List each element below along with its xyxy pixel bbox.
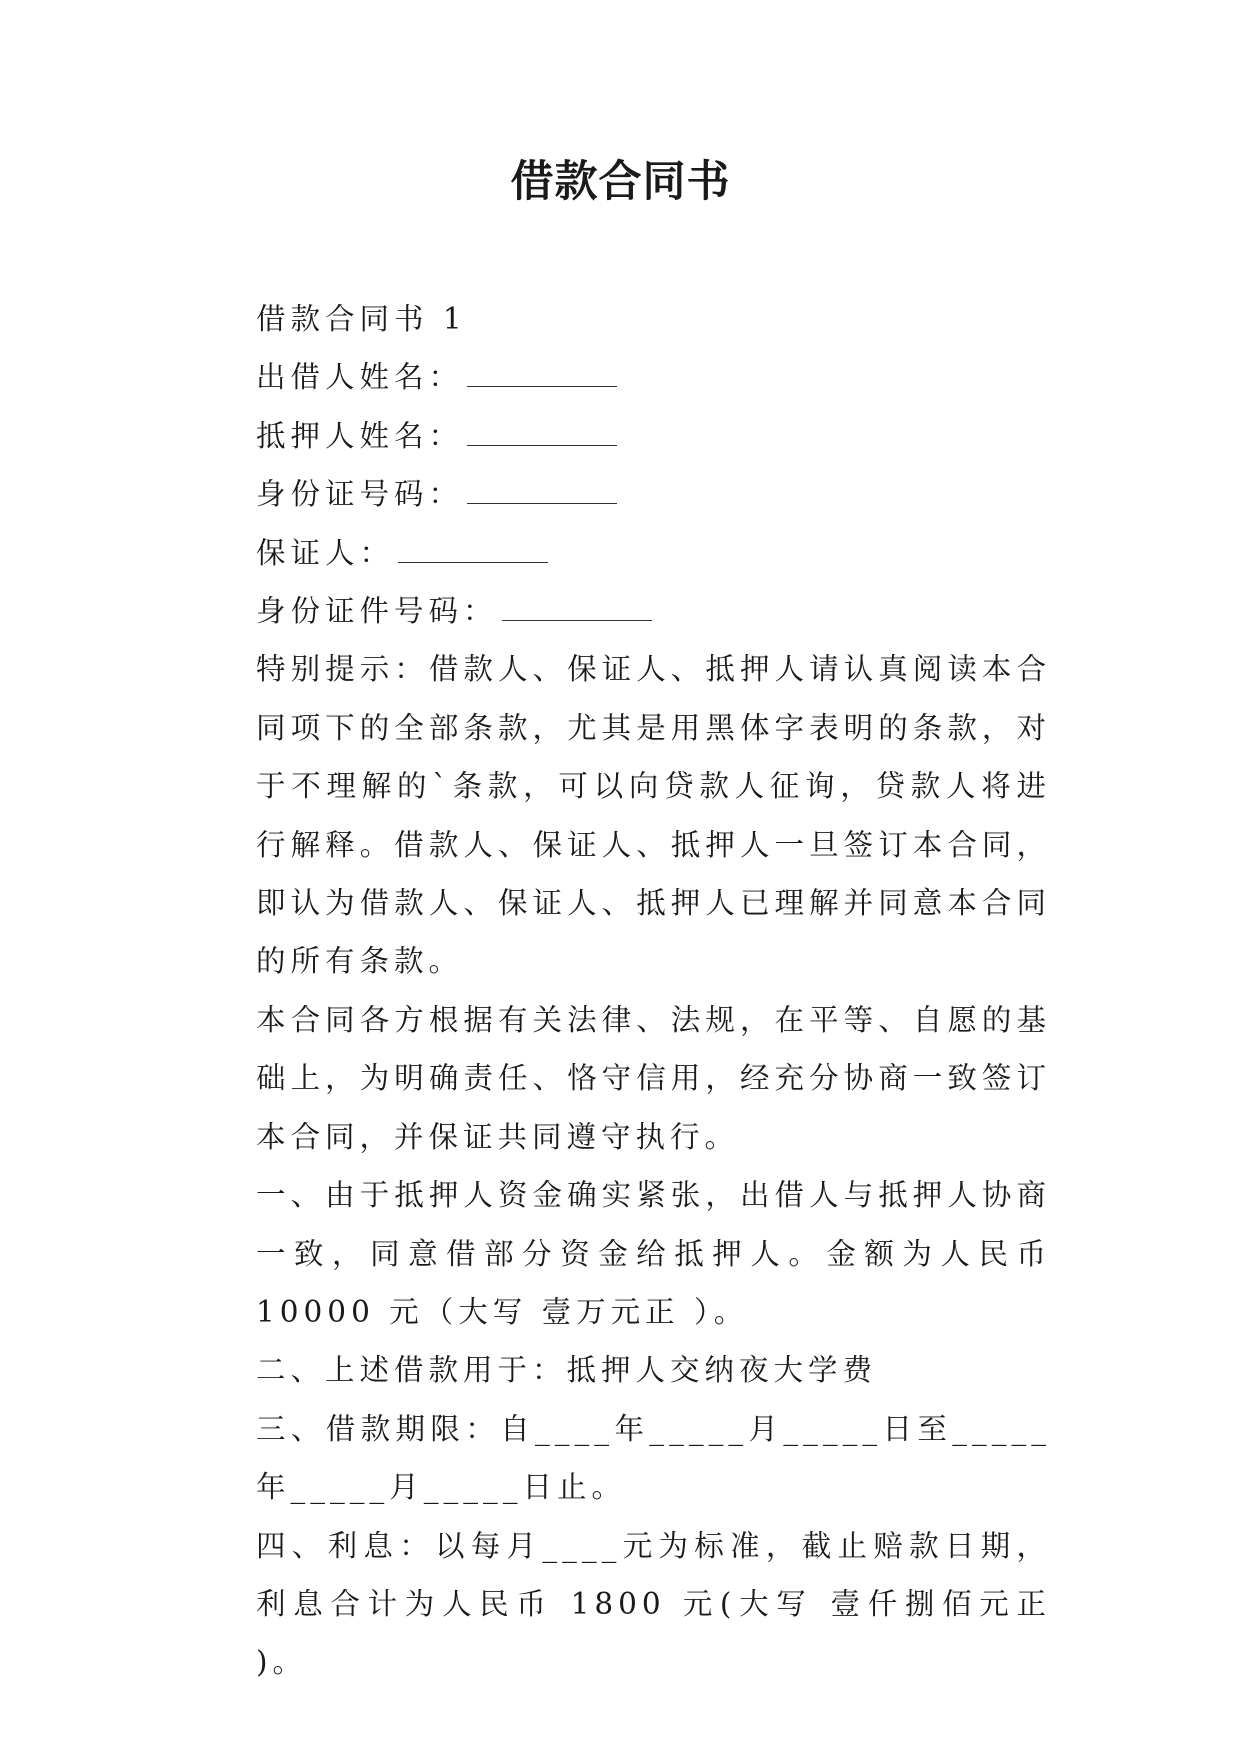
field-guarantor bbox=[193, 524, 1051, 582]
field-mortgagor-name bbox=[193, 407, 1051, 465]
blank-line bbox=[398, 560, 548, 563]
blank-line bbox=[467, 443, 617, 446]
blank-line bbox=[467, 501, 617, 504]
document-subtitle: 借款合同书 1 bbox=[256, 302, 467, 336]
field-label: 保证人： bbox=[256, 535, 395, 570]
field-label: 出借人姓名： bbox=[256, 360, 464, 395]
paragraph-special-notice: 特别提示：借款人、保证人、抵押人请认真阅读本合同项下的全部条款，尤其是用黑体字表明的条款，对于不理解的`条款，可以向贷款人征询，贷款人将进行解释。借款人、保证人、抵押人一旦签订本合同，即认为借款人、保证人、抵押人已理解并同意本合同的所有条款。 bbox=[256, 652, 1051, 979]
field-label: 抵押人姓名： bbox=[256, 418, 464, 453]
field-id-number bbox=[193, 465, 1051, 523]
blank-line bbox=[502, 618, 652, 621]
paragraph-clause-4: 四、利息：以每月____元为标准，截止赔款日期，利息合计为人民币 1800 元(大写 壹仟捌佰元正 )。 bbox=[256, 1528, 1051, 1680]
document-body bbox=[193, 290, 1051, 1692]
paragraph-clause-3: 三、借款期限：自____年_____月_____日至_____年_____月_____日止。 bbox=[256, 1411, 1051, 1505]
field-id-document-number bbox=[193, 582, 1051, 640]
field-label: 身份证号码： bbox=[256, 477, 464, 512]
field-lender-name bbox=[193, 348, 1051, 406]
paragraph-preamble: 本合同各方根据有关法律、法规，在平等、自愿的基础上，为明确责任、恪守信用，经充分协商一致签订本合同，并保证共同遵守执行。 bbox=[256, 1002, 1051, 1154]
paragraph-clause-1: 一、由于抵押人资金确实紧张，出借人与抵押人协商一致，同意借部分资金给抵押人。金额为人民币 10000 元（大写 壹万元正 ）。 bbox=[256, 1178, 1051, 1329]
document-title: 借款合同书 bbox=[510, 157, 731, 207]
blank-line bbox=[467, 384, 617, 387]
paragraph-clause-2: 二、上述借款用于：抵押人交纳夜大学费 bbox=[256, 1353, 878, 1388]
field-label: 身份证件号码： bbox=[256, 594, 498, 629]
